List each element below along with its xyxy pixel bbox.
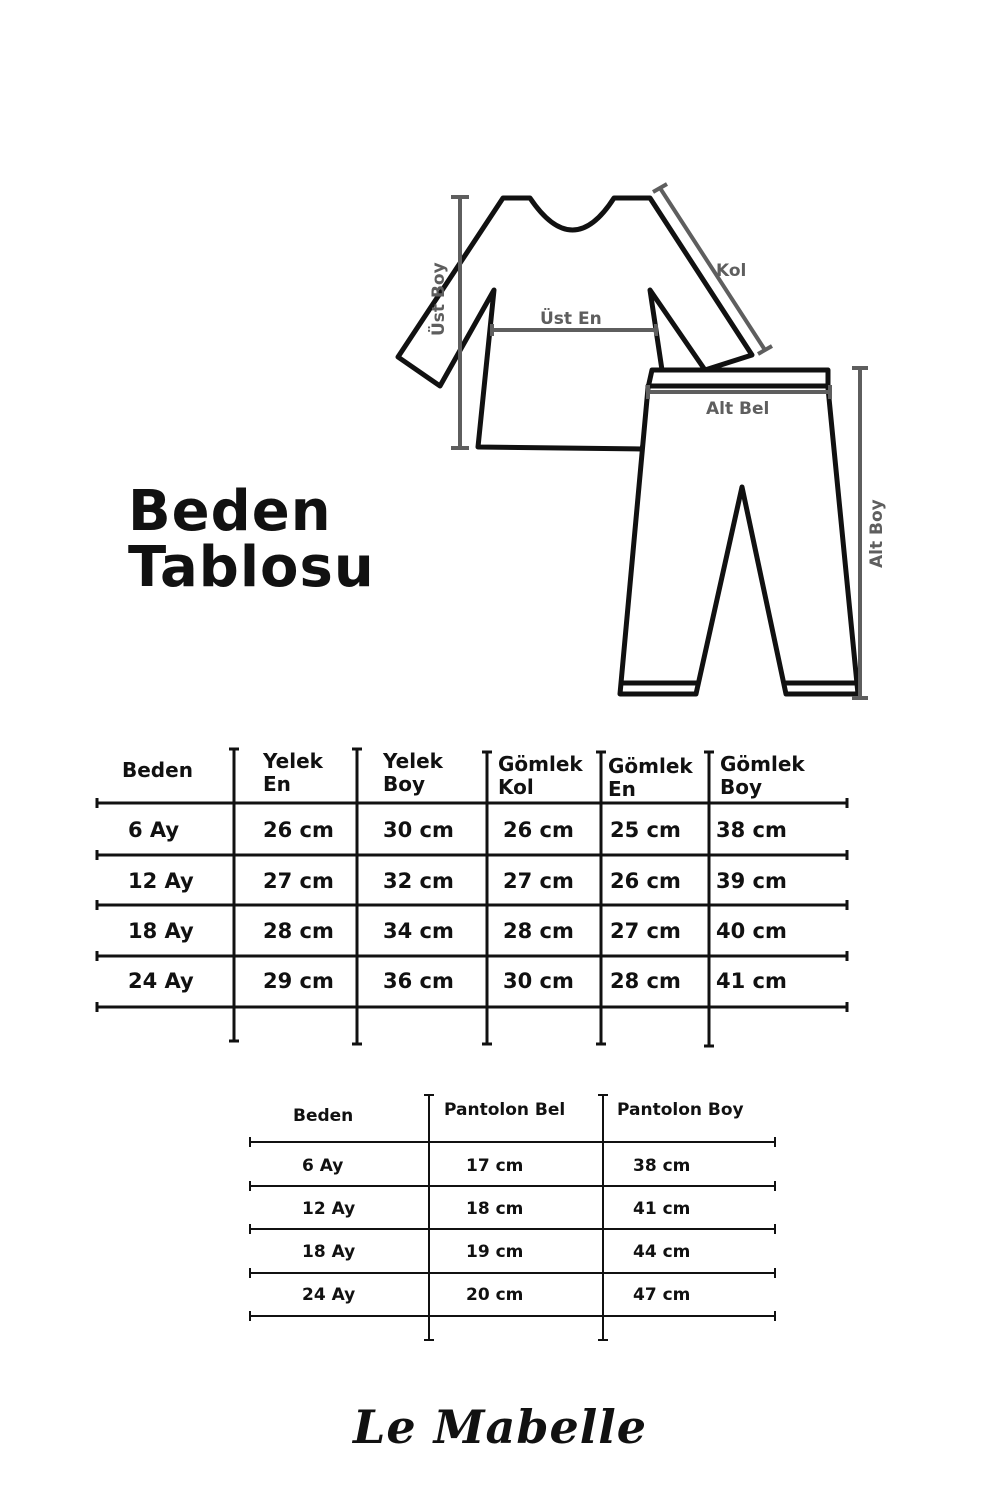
- table-bottom-value-cell: 17 cm: [466, 1156, 524, 1176]
- table-bottom-header: Beden: [293, 1106, 354, 1126]
- table-top-header: Gömlek: [608, 754, 693, 778]
- alt-bel-label: Alt Bel: [706, 399, 770, 419]
- table-top-value-cell: 29 cm: [263, 969, 334, 993]
- brand-logo: Le Mabelle: [353, 1400, 647, 1454]
- table-top-header: Yelek: [383, 749, 443, 773]
- alt-boy-label: Alt Boy: [867, 499, 887, 568]
- table-bottom-size-cell: 12 Ay: [302, 1199, 356, 1219]
- table-top-value-cell: 27 cm: [263, 869, 334, 893]
- table-bottom-value-cell: 20 cm: [466, 1285, 524, 1305]
- table-top-header: Boy: [383, 772, 426, 796]
- table-bottom-size-cell: 18 Ay: [302, 1242, 356, 1262]
- table-bottom-value-cell: 18 cm: [466, 1199, 524, 1219]
- table-top-value-cell: 40 cm: [716, 919, 787, 943]
- table-bottom-header: Pantolon Boy: [617, 1100, 744, 1120]
- page-title-line-2: Tablosu: [128, 535, 375, 600]
- table-top-value-cell: 30 cm: [503, 969, 574, 993]
- table-top-value-cell: 39 cm: [716, 869, 787, 893]
- table-top-value-cell: 28 cm: [610, 969, 681, 993]
- table-top-header: Boy: [720, 775, 763, 799]
- table-top-value-cell: 34 cm: [383, 919, 454, 943]
- table-top-value-cell: 32 cm: [383, 869, 454, 893]
- table-top-value-cell: 41 cm: [716, 969, 787, 993]
- table-bottom-size-cell: 6 Ay: [302, 1156, 344, 1176]
- table-top-value-cell: 28 cm: [263, 919, 334, 943]
- table-top-header: En: [263, 772, 291, 796]
- table-top-value-cell: 27 cm: [503, 869, 574, 893]
- table-top-value-cell: 26 cm: [263, 818, 334, 842]
- table-top-header: Gömlek: [498, 752, 583, 776]
- table-bottom-value-cell: 41 cm: [633, 1199, 691, 1219]
- page-title-line-1: Beden: [128, 479, 332, 544]
- table-top-value-cell: 25 cm: [610, 818, 681, 842]
- table-top-value-cell: 26 cm: [503, 818, 574, 842]
- ust-boy-label: Üst Boy: [429, 262, 449, 336]
- table-top-size-cell: 12 Ay: [128, 869, 194, 893]
- table-top-header: Kol: [498, 775, 534, 799]
- table-bottom-value-cell: 47 cm: [633, 1285, 691, 1305]
- table-bottom-value-cell: 19 cm: [466, 1242, 524, 1262]
- table-top-value-cell: 27 cm: [610, 919, 681, 943]
- table-top-size-cell: 6 Ay: [128, 818, 180, 842]
- table-bottom-value-cell: 38 cm: [633, 1156, 691, 1176]
- kol-label: Kol: [716, 261, 747, 281]
- ust-en-label: Üst En: [540, 309, 602, 329]
- table-bottom-size-cell: 24 Ay: [302, 1285, 356, 1305]
- table-top-value-cell: 36 cm: [383, 969, 454, 993]
- table-bottom-value-cell: 44 cm: [633, 1242, 691, 1262]
- table-top-header: Yelek: [263, 749, 323, 773]
- table-top-value-cell: 26 cm: [610, 869, 681, 893]
- table-top-header: En: [608, 777, 636, 801]
- table-bottom-header: Pantolon Bel: [444, 1100, 566, 1120]
- table-top-size-cell: 18 Ay: [128, 919, 194, 943]
- table-top-value-cell: 30 cm: [383, 818, 454, 842]
- table-top-header: Gömlek: [720, 752, 805, 776]
- table-top-header: Beden: [122, 758, 193, 782]
- table-top-value-cell: 28 cm: [503, 919, 574, 943]
- table-top-size-cell: 24 Ay: [128, 969, 194, 993]
- table-top-value-cell: 38 cm: [716, 818, 787, 842]
